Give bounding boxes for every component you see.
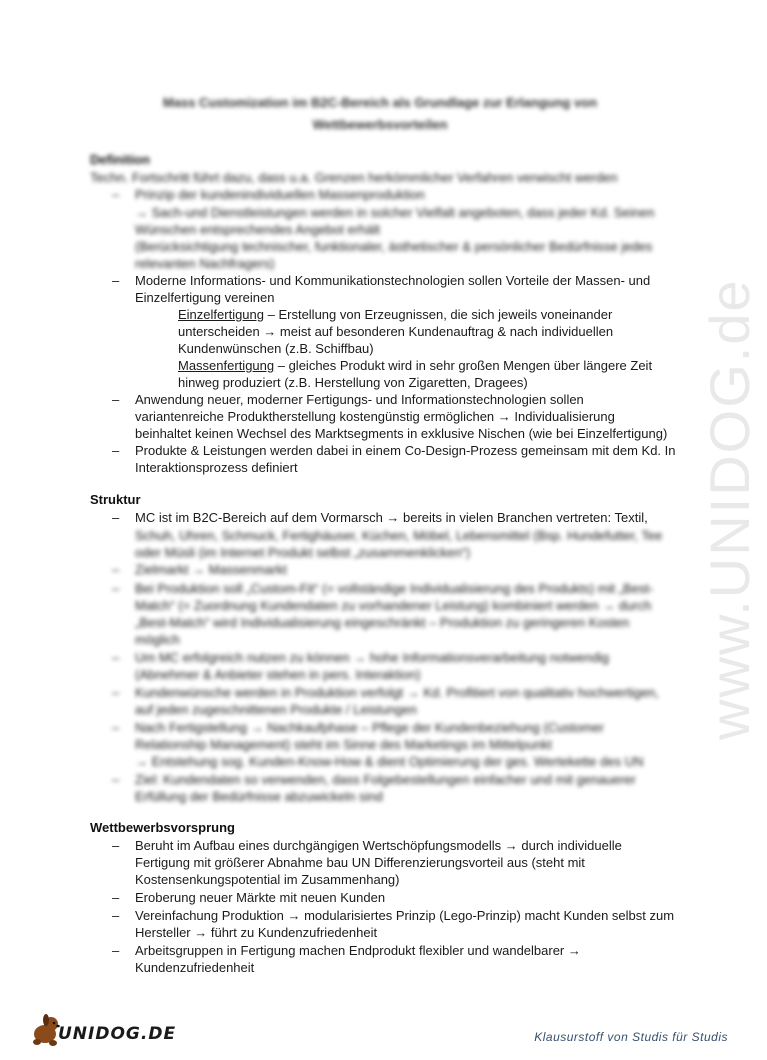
bullet-dash: –	[112, 720, 120, 735]
definition-bullet-4-line-1: Produkte & Leistungen werden dabei in einem Co-Design-Prozess gemeinsam mit dem Kd. In	[135, 443, 676, 458]
definition-bullet-3-line-1: Anwendung neuer, moderner Fertigungs- und Informationstechnologien sollen	[135, 392, 584, 407]
struktur-bullet-4-line-2: (Abnehmer & Anbieter stehen in pers. Interaktion)	[135, 667, 421, 682]
watermark: www.UNIDOG.de	[698, 278, 761, 740]
bullet-dash: –	[112, 562, 120, 577]
bullet-dash: –	[112, 443, 120, 458]
wettbewerb-bullet-2-line-1: Eroberung neuer Märkte mit neuen Kunden	[135, 890, 386, 905]
struktur-bullet-1-line-2: Schuh, Uhren, Schmuck, Fertighäuser, Küchen, Möbel, Lebensmittel (Bsp. Hundefutter, Tee	[135, 528, 663, 543]
logo-text: UNIDOG.DE	[58, 1024, 177, 1044]
einzelfertigung-line-3: Kundenwünschen (z.B. Schiffbau)	[178, 341, 374, 356]
definition-bullet-1-line-5: relevanten Nachfragers)	[135, 256, 275, 271]
definition-bullet-1-line-1: Prinzip der kundenindividuellen Massenproduktion	[135, 187, 425, 202]
definition-bullet-2-line-1: Moderne Informations- und Kommunikationstechnologien sollen Vorteile der Massen- und	[135, 273, 651, 288]
wettbewerb-bullet-4-line-1: Arbeitsgruppen in Fertigung machen Endprodukt flexibler und wandelbarer →	[135, 943, 581, 958]
massenfertigung-term: Massenfertigung	[178, 358, 275, 373]
struktur-bullet-3-line-2: Match“ (= Zuordnung Kundendaten zu vorhandener Leistung) kombiniert werden → durch	[135, 598, 652, 613]
massenfertigung-text: – gleiches Produkt wird in sehr großen Mengen über längere Zeit	[274, 358, 653, 373]
bullet-dash: –	[112, 943, 120, 958]
definition-bullet-3-line-2: variantenreiche Produktherstellung kostengünstig ermöglichen → Individualisierung	[135, 409, 615, 424]
bullet-dash: –	[112, 838, 120, 853]
struktur-bullet-4-line-1: Um MC erfolgreich nutzen zu können → hohe Informationsverarbeitung notwendig	[135, 650, 610, 665]
section-heading-definition: Definition	[90, 152, 150, 167]
struktur-bullet-5-line-2: auf jeden zugeschnittenen Produkte / Leistungen	[135, 702, 417, 717]
struktur-bullet-6-line-1: Nach Fertigstellung → Nachkaufphase – Pflege der Kundenbeziehung (Customer	[135, 720, 604, 735]
section-heading-wettbewerbsvorsprung: Wettbewerbsvorsprung	[90, 820, 235, 835]
definition-bullet-1-line-2: → Sach-und Dienstleistungen werden in solcher Vielfalt angeboten, dass jeder Kd. Seinen	[135, 205, 655, 220]
bullet-dash: –	[112, 650, 120, 665]
struktur-bullet-3-line-3: „Best-Match“ wird Individualisierung eingeschränkt – Produktion zu geringeren Kosten	[135, 615, 630, 630]
definition-intro: Techn. Fortschritt führt dazu, dass u.a. Grenzen herkömmlicher Verfahren verwischt werden	[90, 170, 618, 185]
struktur-bullet-1-line-3: oder Müsli (im Internet Produkt selbst „zusammenklicken“)	[135, 545, 471, 560]
page-title	[100, 92, 660, 136]
bullet-dash: –	[112, 685, 120, 700]
struktur-bullet-7-line-2: Erfüllung der Bedürfnisse abzuwickeln sind	[135, 789, 383, 804]
struktur-bullet-5-line-1: Kundenwünsche werden in Produktion verfolgt → Kd. Profitiert von qualitativ hochwertigen,	[135, 685, 659, 700]
wettbewerb-bullet-3-line-1: Vereinfachung Produktion → modularisiertes Prinzip (Lego-Prinzip) macht Kunden selbst zum	[135, 908, 675, 923]
definition-bullet-1-line-3: Wünschen entsprechendes Angebot erhält	[135, 222, 381, 237]
definition-bullet-2-line-2: Einzelfertigung vereinen	[135, 290, 275, 305]
definition-bullet-4-line-2: Interaktionsprozess definiert	[135, 460, 298, 475]
struktur-bullet-3-line-4: möglich	[135, 632, 180, 647]
bullet-dash: –	[112, 908, 120, 923]
massenfertigung-line-2: hinweg produziert (z.B. Herstellung von Zigaretten, Dragees)	[178, 375, 528, 390]
einzelfertigung-term: Einzelfertigung	[178, 307, 264, 322]
struktur-bullet-6-line-2: Relationship Management) steht im Sinne des Marketings im Mittelpunkt	[135, 737, 552, 752]
bullet-dash: –	[112, 890, 120, 905]
wettbewerb-bullet-1-line-3: Kostensenkungspotential im Zusammenhang)	[135, 872, 400, 887]
wettbewerb-bullet-4-line-2: Kundenzufriedenheit	[135, 960, 255, 975]
bullet-dash: –	[112, 273, 120, 288]
struktur-bullet-2-line-1: Zielmarkt → Massenmarkt	[135, 562, 287, 577]
page-title-line-1: Mass Customization im B2C-Bereich als Grundlage zur Erlangung von	[162, 95, 598, 110]
bullet-dash: –	[112, 510, 120, 525]
einzelfertigung-line-2: unterscheiden → meist auf besonderen Kundenauftrag & nach individuellen	[178, 324, 614, 339]
bullet-dash: –	[112, 392, 120, 407]
massenfertigung-line-1	[178, 358, 652, 374]
section-heading-struktur: Struktur	[90, 492, 141, 507]
struktur-bullet-7-line-1: Ziel: Kundendaten so verwenden, dass Folgebestellungen einfacher und mit genauerer	[135, 772, 636, 787]
einzelfertigung-text: – Erstellung von Erzeugnissen, die sich jeweils voneinander	[264, 307, 613, 322]
einzelfertigung-line-1	[178, 307, 612, 323]
footer-tagline: Klausurstoff von Studis für Studis	[534, 1030, 728, 1044]
wettbewerb-bullet-1-line-2: Fertigung mit größerer Abnahme bau UN Differenzierungsvorteil aus (steht mit	[135, 855, 585, 870]
page-title-line-2: Wettbewerbsvorteilen	[312, 117, 448, 132]
bullet-dash: –	[112, 581, 120, 596]
struktur-bullet-3-line-1: Bei Produktion soll „Custom-Fit“ (= vollständige Individualisierung des Produkts) mit „Best-	[135, 581, 654, 596]
bullet-dash: –	[112, 772, 120, 787]
wettbewerb-bullet-3-line-2: Hersteller → führt zu Kundenzufriedenheit	[135, 925, 378, 940]
bullet-dash: –	[112, 187, 120, 202]
struktur-bullet-1-line-1: MC ist im B2C-Bereich auf dem Vormarsch → bereits in vielen Branchen vertreten: Textil,	[135, 510, 648, 525]
definition-bullet-3-line-3: beinhaltet keinen Wechsel des Marktsegments in exklusive Nischen (wie bei Einzelfertigung)	[135, 426, 668, 441]
struktur-bullet-6-line-3: → Entstehung sog. Kunden-Know-How & dient Optimierung der ges. Wertekette des UN	[135, 754, 644, 769]
wettbewerb-bullet-1-line-1: Beruht im Aufbau eines durchgängigen Wertschöpfungsmodells → durch individuelle	[135, 838, 622, 853]
definition-bullet-1-line-4: (Berücksichtigung technischer, funktionaler, ästhetischer & persönlicher Bedürfnisse jedes	[135, 239, 653, 254]
